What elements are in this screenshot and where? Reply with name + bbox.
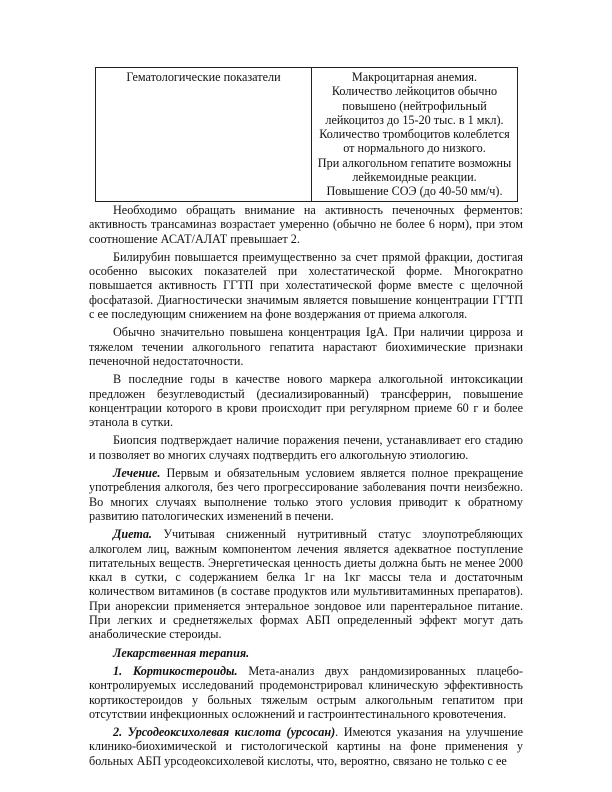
diet-heading: Диета. — [113, 527, 152, 542]
ursodeoxycholic-text: . Имеются указания на улучшение клинико-биохимической и гистологической картины на фоне применения у больных АБП урсодеоксихолевой кислоты, что, вероятно, связано не только с ее — [89, 725, 524, 768]
ursodeoxycholic-heading: 2. Урсодеоксихолевая кислота (урсосан) — [113, 725, 336, 740]
paragraph-enzymes: Необходимо обращать внимание на активность печеночных ферментов: активность трансаминаз возрастает умеренно (обычно не более 6 норм), при этом соотношение АСАТ/АЛАТ превышает 2. — [89, 203, 523, 246]
paragraph-drug-therapy — [89, 646, 523, 660]
table-value-line: Количество лейкоцитов обычно — [331, 84, 498, 99]
table-value-line: лейкемоидные реакции. — [352, 170, 477, 185]
paragraph-biopsy: Биопсия подтверждает наличие поражения печени, устанавливает его стадию и позволяет во многих случаях подтвердить его алкогольную этиологию. — [89, 433, 523, 462]
table-value-line: Макроцитарная анемия. — [351, 70, 478, 84]
table-value-line: повышено (нейтрофильный — [342, 98, 487, 113]
treatment-heading: Лечение. — [113, 466, 161, 481]
paragraph-bilirubin: Билирубин повышается преимущественно за счет прямой фракции, достигая особенно высоких показателей при холестатической форме. Многократно повышается активность ГГТП при холестатической форме вместе с щелочной фосфатазой. Диагностически значимым является повышение концентрации ГГТП с ее последующим снижением на фоне воздержания от приема алкоголя. — [89, 249, 523, 322]
paragraph-ursodeoxycholic — [89, 725, 523, 768]
table-row — [96, 68, 518, 202]
table-value-line: Повышение СОЭ (до 40-50 мм/ч). — [326, 184, 503, 199]
hematology-table — [95, 67, 518, 202]
table-value-line: Количество тромбоцитов колеблется — [319, 127, 510, 142]
diet-text: Учитывая сниженный нутритивный статус злоупотребляющих алкоголем лиц, важным компонентом лечения является адекватное поступление питательных веществ. Энергетическая ценность диеты должна быть не менее 2000 ккал в сутки, с содержанием белка 1г на 1кг массы тела и достаточным количеством витаминов (в составе продуктов или мультивитаминных препаратов). При анорексии применяется энтеральное зондовое или парентеральное питание. При легких и среднетяжелых формах АБП определенный эффект могут дать анаболические стероиды. — [89, 527, 523, 642]
table-value-cell — [312, 68, 518, 202]
table-value-line: лейкоцитоз до 15-20 тыс. в 1 мкл). — [325, 112, 504, 127]
table-label-cell: Гематологические показатели — [96, 68, 312, 202]
paragraph-treatment — [89, 466, 523, 523]
treatment-text: Первым и обязательным условием является полное прекращение употребления алкоголя, без чего прогрессирование заболевания почти неизбежно. Во многих случаях выполнение только этого условия приводит к обратному развитию патологических изменений в печени. — [89, 466, 523, 523]
table-value-line: от нормального до низкого. — [343, 141, 486, 156]
paragraph-iga: Обычно значительно повышена концентрация IgA. При наличии цирроза и тяжелом течении алкогольного гепатита нарастают биохимические признаки печеночной недостаточности. — [89, 325, 523, 368]
paragraph-transferrin: В последние годы в качестве нового маркера алкогольной интоксикации предложен безуглеводистый (десиализированный) трансферрин, повышение концентрации которого в крови происходит при регулярном приеме 60 г и более этанола в сутки. — [89, 372, 523, 430]
corticosteroids-text: Мета-анализ двух рандомизированных плацебо-контролируемых исследований продемонстрировал клиническую эффективность кортикостероидов у больных тяжелым острым алкогольным гепатитом при отсутствии инфекционных осложнений и гастроинтестинального кровотечения. — [89, 663, 523, 721]
table-value-line: При алкогольном гепатите возможны — [317, 155, 512, 170]
drug-therapy-heading: Лекарственная терапия. — [113, 645, 250, 660]
paragraph-diet — [89, 527, 523, 641]
paragraph-corticosteroids — [89, 664, 523, 721]
body-text — [89, 203, 523, 772]
corticosteroids-heading: 1. Кортикостероиды. — [113, 663, 238, 678]
